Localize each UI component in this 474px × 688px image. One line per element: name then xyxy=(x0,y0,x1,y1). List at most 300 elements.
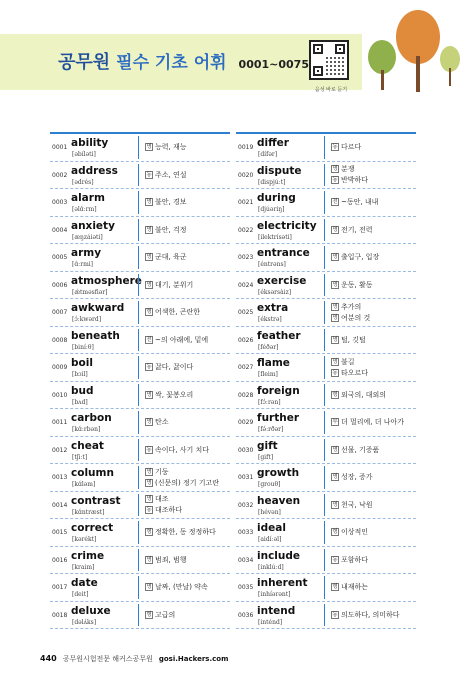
entry-meanings xyxy=(331,189,378,216)
entry-meanings xyxy=(145,492,182,519)
part-of-speech-badge: 동 xyxy=(146,171,152,178)
entry-word: army xyxy=(71,247,102,259)
meaning-text: 포함하다 xyxy=(341,555,369,564)
entry-pronunciation: [éksərsàiz] xyxy=(258,288,292,296)
part-of-speech-badge: 전 xyxy=(146,336,152,343)
meaning-text: 외국의, 대외의 xyxy=(341,390,387,399)
meaning-line xyxy=(331,164,368,174)
part-of-speech-badge: 명 xyxy=(146,419,152,426)
meaning-line xyxy=(331,175,368,185)
meaning-text: 끓다, 끓이다 xyxy=(155,363,194,372)
meaning-text: 분쟁 xyxy=(341,165,355,174)
meaning-text: 범죄, 범행 xyxy=(155,555,187,564)
meaning-line xyxy=(331,197,378,207)
entry-pronunciation: [grouθ] xyxy=(258,481,281,488)
meaning-text: 내재하는 xyxy=(341,583,369,592)
vocab-entry xyxy=(236,134,416,162)
entry-meanings xyxy=(331,244,379,271)
entry-pronunciation: [biníːθ] xyxy=(72,343,94,351)
entry-divider xyxy=(324,604,325,627)
entry-divider xyxy=(138,356,139,379)
meaning-text: 고급의 xyxy=(155,610,176,619)
meaning-line xyxy=(331,472,373,482)
entry-word: entrance xyxy=(257,247,310,259)
entry-word: during xyxy=(257,192,296,204)
part-of-speech-badge: 명 xyxy=(332,314,338,321)
meaning-text: 대조하다 xyxy=(155,506,183,515)
meaning-line xyxy=(331,555,368,565)
entry-word: intend xyxy=(257,604,296,617)
entry-word: extra xyxy=(257,302,289,314)
entry-pronunciation: [kɑ́ntræst] xyxy=(72,508,105,516)
part-of-speech-badge: 동 xyxy=(332,369,338,376)
meaning-text: 이상적인 xyxy=(341,528,369,537)
entry-word: cheat xyxy=(71,439,104,452)
entry-number: 0033 xyxy=(238,529,254,536)
entry-meanings xyxy=(331,382,386,409)
meaning-line xyxy=(145,494,182,504)
entry-meanings xyxy=(145,354,193,381)
entry-number: 0024 xyxy=(238,281,254,289)
meaning-line xyxy=(145,335,208,345)
meaning-text: 털, 깃털 xyxy=(341,335,366,344)
entry-word: electricity xyxy=(257,219,317,232)
vocab-entry xyxy=(236,272,416,300)
page-footer xyxy=(40,654,228,664)
entry-pronunciation: [inhíərənt] xyxy=(258,591,291,598)
entry-number: 0016 xyxy=(52,556,68,564)
entry-number: 0003 xyxy=(52,199,68,206)
meaning-text: 더 멀리에, 더 나아가 xyxy=(341,418,404,427)
meaning-text: 불안, 경보 xyxy=(155,198,187,207)
entry-meanings xyxy=(331,574,368,601)
meaning-line xyxy=(145,610,175,620)
meaning-line xyxy=(145,362,193,372)
vocab-entry xyxy=(50,299,230,327)
entry-divider xyxy=(324,356,325,379)
entry-divider xyxy=(138,219,139,242)
part-of-speech-badge: 명 xyxy=(332,226,338,233)
tree-illustration xyxy=(362,10,474,95)
part-of-speech-badge: 명 xyxy=(332,166,338,173)
entry-number: 0019 xyxy=(238,144,254,151)
vocab-entry xyxy=(236,464,416,492)
entry-meanings xyxy=(331,437,379,464)
entry-pronunciation: [ɔ́ːkwərd] xyxy=(72,316,102,323)
entry-divider xyxy=(324,329,325,352)
entry-word: awkward xyxy=(71,302,125,314)
meaning-line xyxy=(145,197,187,207)
part-of-speech-badge: 형 xyxy=(332,529,338,536)
entry-divider xyxy=(324,384,325,407)
meaning-line xyxy=(331,417,404,427)
entry-meanings xyxy=(331,217,373,244)
meaning-text: 반박하다 xyxy=(341,176,369,185)
meaning-text: 대기, 분위기 xyxy=(155,280,194,289)
meaning-text: 타오르다 xyxy=(341,368,369,377)
entry-pronunciation: [æŋzáiəti] xyxy=(72,233,103,241)
entry-divider xyxy=(324,274,325,297)
part-of-speech-badge: 동 xyxy=(332,177,338,184)
entry-pronunciation: [inténd] xyxy=(258,618,283,626)
part-of-speech-badge: 명 xyxy=(146,496,152,503)
part-of-speech-badge: 명 xyxy=(146,584,152,591)
entry-pronunciation: [djúəriŋ] xyxy=(258,206,285,213)
meaning-text: (신문의) 정기 기고란 xyxy=(155,478,220,487)
entry-number: 0023 xyxy=(238,254,254,261)
entry-divider xyxy=(138,494,139,517)
entry-meanings xyxy=(145,437,209,464)
vocab-entry xyxy=(50,354,230,382)
entry-word: column xyxy=(71,467,114,479)
meaning-text: ~동안, 내내 xyxy=(341,198,379,207)
entry-word: alarm xyxy=(71,192,105,204)
part-of-speech-badge: 명 xyxy=(146,199,152,206)
part-of-speech-badge: 동 xyxy=(146,364,152,371)
entry-number: 0022 xyxy=(238,226,254,234)
entry-meanings xyxy=(145,602,175,629)
meaning-line xyxy=(331,357,368,367)
part-of-speech-badge: 명 xyxy=(332,281,338,288)
entry-number: 0020 xyxy=(238,171,254,179)
entry-divider xyxy=(324,246,325,269)
entry-meanings xyxy=(145,574,208,601)
entry-word: ideal xyxy=(257,522,286,534)
meaning-text: 싹, 꽃봉오리 xyxy=(155,390,194,399)
entry-meanings xyxy=(331,327,366,354)
meaning-line xyxy=(331,313,370,323)
entry-pronunciation: [kərékt] xyxy=(72,536,97,543)
entry-word: boil xyxy=(71,357,93,369)
meaning-line xyxy=(145,582,208,592)
entry-meanings xyxy=(145,382,193,409)
vocab-entry xyxy=(236,492,416,520)
meaning-text: 의도하다, 의미하다 xyxy=(341,610,400,619)
entry-meanings xyxy=(331,354,368,381)
entry-pronunciation: [əlɑ́ːrm] xyxy=(72,206,97,213)
entry-meanings xyxy=(331,162,368,189)
entry-pronunciation: [dispjúːt] xyxy=(258,178,286,186)
entry-number: 0032 xyxy=(238,501,254,509)
entry-word: beneath xyxy=(71,329,120,342)
entry-number: 0036 xyxy=(238,611,254,619)
meaning-line xyxy=(145,307,200,317)
entry-number: 0018 xyxy=(52,611,68,619)
part-of-speech-badge: 동 xyxy=(146,446,152,453)
entry-number: 0034 xyxy=(238,556,254,564)
entry-number: 0012 xyxy=(52,446,68,454)
entry-word: differ xyxy=(257,137,289,149)
meaning-line xyxy=(145,417,169,427)
vocab-entry xyxy=(236,162,416,190)
entry-pronunciation: [kɑ́ləm] xyxy=(72,481,96,488)
entry-pronunciation: [ilektrísəti] xyxy=(258,233,292,241)
entry-number: 0028 xyxy=(238,391,254,399)
entry-divider xyxy=(138,246,139,269)
entry-word: atmosphere xyxy=(71,274,142,287)
vocab-entry xyxy=(50,464,230,492)
entry-pronunciation: [éntrəns] xyxy=(258,261,286,268)
entry-divider xyxy=(324,494,325,517)
meaning-text: 군대, 육군 xyxy=(155,253,187,262)
meaning-line xyxy=(331,445,379,455)
part-of-speech-badge: 형 xyxy=(332,584,338,591)
part-of-speech-badge: 명 xyxy=(332,336,338,343)
entry-divider xyxy=(138,191,139,214)
meaning-text: ~의 아래에, 밑에 xyxy=(155,335,209,344)
entry-number: 0004 xyxy=(52,226,68,234)
vocab-column-right xyxy=(236,132,416,629)
entry-number: 0030 xyxy=(238,446,254,454)
vocab-entry xyxy=(50,134,230,162)
entry-pronunciation: [deit] xyxy=(72,591,89,598)
part-of-speech-badge: 명 xyxy=(146,226,152,233)
vocab-column-left xyxy=(50,132,230,629)
entry-number: 0008 xyxy=(52,336,68,344)
meaning-line xyxy=(331,280,373,290)
entry-number: 0005 xyxy=(52,254,68,261)
meaning-line xyxy=(145,280,193,290)
entry-meanings xyxy=(331,299,370,326)
entry-divider xyxy=(138,521,139,544)
entry-divider xyxy=(138,604,139,627)
vocab-entry xyxy=(50,519,230,547)
part-of-speech-badge: 형 xyxy=(146,309,152,316)
entry-word: contrast xyxy=(71,494,121,507)
meaning-line xyxy=(145,142,187,152)
entry-word: date xyxy=(71,577,98,589)
entry-meanings xyxy=(331,272,373,299)
entry-word: address xyxy=(71,164,118,177)
entry-divider xyxy=(324,191,325,214)
vocab-entry xyxy=(236,602,416,630)
part-of-speech-badge: 동 xyxy=(332,144,338,151)
meaning-line xyxy=(145,225,187,235)
vocab-entry xyxy=(236,299,416,327)
title-range: 0001~0075 xyxy=(238,58,309,71)
entry-divider xyxy=(138,466,139,489)
entry-divider xyxy=(138,549,139,572)
entry-meanings xyxy=(145,162,187,189)
part-of-speech-badge: 명 xyxy=(146,254,152,261)
meaning-text: 능력, 재능 xyxy=(155,143,187,152)
entry-word: correct xyxy=(71,522,114,534)
part-of-speech-badge: 명 xyxy=(332,254,338,261)
vocab-entry xyxy=(236,547,416,575)
meaning-line xyxy=(145,252,187,262)
entry-pronunciation: [kraim] xyxy=(72,563,95,571)
entry-pronunciation: [fɔ́ːrən] xyxy=(258,398,281,406)
vocab-entry xyxy=(236,244,416,272)
vocab-entry xyxy=(50,492,230,520)
entry-word: dispute xyxy=(257,164,302,177)
entry-word: include xyxy=(257,549,301,562)
part-of-speech-badge: 동 xyxy=(146,507,152,514)
part-of-speech-badge: 명 xyxy=(332,446,338,453)
meaning-text: 정확한, 동 정정하다 xyxy=(155,528,216,537)
title-main: 공무원 xyxy=(58,52,111,73)
part-of-speech-badge: 명 xyxy=(332,303,338,310)
entry-pronunciation: [aidíːəl] xyxy=(258,536,282,543)
publisher-url: gosi.Hackers.com xyxy=(158,655,229,663)
entry-word: growth xyxy=(257,467,300,479)
publisher-text: 공무원시험전문 해커스공무원 xyxy=(62,655,153,663)
entry-divider xyxy=(138,439,139,462)
entry-meanings xyxy=(145,244,187,271)
entry-word: heaven xyxy=(257,494,301,507)
vocab-entry xyxy=(50,189,230,217)
entry-divider xyxy=(138,136,139,159)
entry-pronunciation: [bɔil] xyxy=(72,371,88,378)
entry-number: 0009 xyxy=(52,364,68,371)
part-of-speech-badge: 명 xyxy=(332,474,338,481)
entry-word: gift xyxy=(257,439,278,452)
entry-word: inherent xyxy=(257,577,308,589)
entry-meanings xyxy=(145,189,187,216)
entry-number: 0007 xyxy=(52,309,68,316)
vocab-entry xyxy=(236,519,416,547)
entry-divider xyxy=(324,301,325,324)
part-of-speech-badge: 명 xyxy=(146,144,152,151)
entry-pronunciation: [hévən] xyxy=(258,508,281,516)
meaning-text: 날짜, (만날) 약속 xyxy=(155,583,208,592)
entry-pronunciation: [fə́ːrðər] xyxy=(258,426,284,433)
vocab-entry xyxy=(50,382,230,410)
entry-pronunciation: [tʃiːt] xyxy=(72,453,88,461)
entry-word: ability xyxy=(71,137,109,149)
vocab-entry xyxy=(50,244,230,272)
entry-pronunciation: [gift] xyxy=(258,453,274,461)
part-of-speech-badge: 명 xyxy=(146,468,152,475)
entry-divider xyxy=(324,521,325,544)
vocab-entry xyxy=(236,574,416,602)
vocab-entry xyxy=(236,354,416,382)
meaning-line xyxy=(331,527,368,537)
meaning-text: 탄소 xyxy=(155,418,169,427)
vocab-entry xyxy=(50,327,230,355)
entry-divider xyxy=(138,301,139,324)
meaning-line xyxy=(331,225,373,235)
vocab-entry xyxy=(50,409,230,437)
entry-divider xyxy=(138,411,139,434)
meaning-text: 속이다, 사기 치다 xyxy=(155,445,210,454)
entry-number: 0001 xyxy=(52,144,68,151)
meaning-text: 천국, 낙원 xyxy=(341,500,373,509)
entry-word: bud xyxy=(71,384,94,397)
entry-meanings xyxy=(145,134,187,161)
entry-divider xyxy=(138,384,139,407)
meaning-text: 여분의 것 xyxy=(341,313,371,322)
entry-meanings xyxy=(331,134,361,161)
entry-meanings xyxy=(145,409,169,436)
entry-number: 0031 xyxy=(238,474,254,481)
entry-number: 0015 xyxy=(52,529,68,536)
entry-pronunciation: [fleim] xyxy=(258,371,278,378)
meaning-line xyxy=(145,478,219,488)
part-of-speech-badge: 명 xyxy=(332,358,338,365)
entry-divider xyxy=(324,439,325,462)
entry-divider xyxy=(138,274,139,297)
entry-word: foreign xyxy=(257,384,300,397)
entry-meanings xyxy=(331,519,368,546)
entry-divider xyxy=(324,411,325,434)
part-of-speech-badge: 동 xyxy=(332,556,338,563)
part-of-speech-badge: 형 xyxy=(146,529,152,536)
entry-pronunciation: [dəlʌ́ks] xyxy=(72,618,97,626)
entry-divider xyxy=(324,219,325,242)
meaning-line xyxy=(145,467,219,477)
meaning-line xyxy=(145,390,193,400)
entry-number: 0006 xyxy=(52,281,68,289)
meaning-text: 불안, 걱정 xyxy=(155,225,187,234)
entry-number: 0029 xyxy=(238,419,254,426)
entry-divider xyxy=(138,576,139,599)
part-of-speech-badge: 명 xyxy=(146,391,152,398)
meaning-line xyxy=(331,582,368,592)
entry-pronunciation: [ékstrə] xyxy=(258,316,282,323)
part-of-speech-badge: 명 xyxy=(332,501,338,508)
meaning-line xyxy=(331,302,370,312)
entry-number: 0026 xyxy=(238,336,254,344)
entry-number: 0021 xyxy=(238,199,254,206)
entry-number: 0035 xyxy=(238,584,254,591)
entry-number: 0010 xyxy=(52,391,68,399)
entry-pronunciation: [dífər] xyxy=(258,151,278,158)
entry-meanings xyxy=(331,464,373,491)
meaning-text: 출입구, 입장 xyxy=(341,253,380,262)
vocab-entry xyxy=(50,272,230,300)
entry-pronunciation: [ədrés] xyxy=(72,178,94,186)
meaning-text: 어색한, 곤란한 xyxy=(155,308,201,317)
entry-meanings xyxy=(331,492,373,519)
meaning-line xyxy=(331,500,373,510)
vocab-entry xyxy=(50,574,230,602)
meaning-line xyxy=(145,445,209,455)
entry-divider xyxy=(324,549,325,572)
page-title xyxy=(58,48,309,74)
entry-number: 0025 xyxy=(238,309,254,316)
vocab-entry xyxy=(50,602,230,630)
meaning-text: 대조 xyxy=(155,495,169,504)
entry-meanings xyxy=(145,272,193,299)
entry-meanings xyxy=(331,409,404,436)
entry-word: exercise xyxy=(257,274,307,287)
meaning-line xyxy=(145,170,187,180)
meaning-line xyxy=(145,527,216,537)
qr-code-icon[interactable] xyxy=(309,40,349,80)
meaning-text: 전기, 전력 xyxy=(341,225,373,234)
entry-word: anxiety xyxy=(71,219,115,232)
entry-word: feather xyxy=(257,329,301,342)
meaning-line xyxy=(331,142,361,152)
entry-meanings xyxy=(331,602,400,629)
entry-divider xyxy=(324,136,325,159)
meaning-text: 운동, 활동 xyxy=(341,280,373,289)
vocab-entry xyxy=(50,217,230,245)
entry-meanings xyxy=(145,519,216,546)
entry-divider xyxy=(324,164,325,187)
entry-divider xyxy=(324,576,325,599)
part-of-speech-badge: 전 xyxy=(332,199,338,206)
meaning-text: 기둥 xyxy=(155,467,169,476)
vocab-entry xyxy=(236,189,416,217)
entry-divider xyxy=(138,164,139,187)
meaning-text: 주소, 연설 xyxy=(155,170,187,179)
vocab-entry xyxy=(50,162,230,190)
entry-meanings xyxy=(145,464,219,491)
entry-number: 0017 xyxy=(52,584,68,591)
entry-divider xyxy=(324,466,325,489)
